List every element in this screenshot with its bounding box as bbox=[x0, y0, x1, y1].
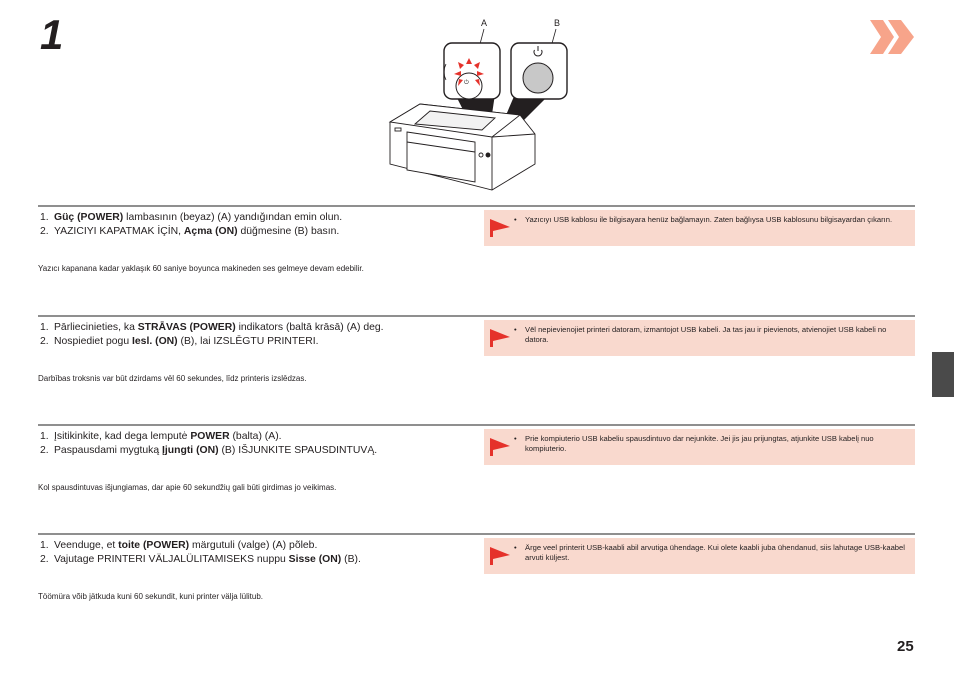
step-1: 1. Pārliecinieties, ka STRĀVAS (POWER) indikators (baltā krāsā) (A) deg. bbox=[40, 322, 384, 333]
step-list bbox=[40, 539, 480, 567]
caution-text: Vēl nepievienojiet printeri datoram, izmantojot USB kabeli. Ja tas jau ir pievienots, atvienojiet USB kabeli no datora. bbox=[525, 325, 887, 344]
section-divider bbox=[38, 315, 915, 317]
caution-box: • Prie kompiuterio USB kabeliu spausdintuvo dar nejunkite. Jei jis jau prijungtas, atjunkite USB kabelį nuo kompiuterio. bbox=[484, 429, 915, 465]
step-number: 1 bbox=[40, 11, 64, 58]
section-divider bbox=[38, 205, 915, 207]
step-1: 1. Veenduge, et toite (POWER) märgutuli (valge) (A) põleb. bbox=[40, 540, 318, 551]
label-b: B bbox=[554, 18, 561, 28]
caution-flag-icon bbox=[490, 219, 510, 237]
label-a: A bbox=[481, 18, 488, 28]
section-estonian bbox=[38, 533, 915, 633]
chapter-tab bbox=[932, 352, 954, 397]
caution-box: • Ärge veel printerit USB-kaabli abil arvutiga ühendage. Kui olete kaabli juba ühendanud, siis lahutage USB-kaabel arvuti küljest. bbox=[484, 538, 915, 574]
svg-text:⏻: ⏻ bbox=[464, 80, 469, 86]
caution-flag-icon bbox=[490, 438, 510, 456]
step-list bbox=[40, 321, 480, 349]
next-page-arrows-icon bbox=[868, 18, 916, 56]
step-1: 1. Güç (POWER) lambasının (beyaz) (A) yandığından emin olun. bbox=[40, 212, 343, 223]
section-turkish bbox=[38, 205, 915, 305]
caution-flag-icon bbox=[490, 547, 510, 565]
printer bbox=[390, 104, 535, 190]
printer-illustration bbox=[385, 14, 585, 196]
caution-box: • Vēl nepievienojiet printeri datoram, izmantojot USB kabeli. Ja tas jau ir pievienots, atvienojiet USB kabeli no datora. bbox=[484, 320, 915, 356]
section-divider bbox=[38, 424, 915, 426]
note-text: Töömüra võib jätkuda kuni 60 sekundit, kuni printer välja lülitub. bbox=[38, 592, 264, 601]
caution-text: Yazıcıyı USB kablosu ile bilgisayara henüz bağlamayın. Zaten bağlıysa USB kablosunu bilgisayardan çıkarın. bbox=[525, 215, 893, 224]
caution-text: Ärge veel printerit USB-kaabli abil arvutiga ühendage. Kui olete kaabli juba ühendanud, siis lahutage USB-kaabel arvuti küljest. bbox=[525, 543, 905, 562]
caution-text: Prie kompiuterio USB kabeliu spausdintuvo dar nejunkite. Jei jis jau prijungtas, atjunkite USB kabelį nuo kompiuterio. bbox=[525, 434, 874, 453]
caution-box: • Yazıcıyı USB kablosu ile bilgisayara henüz bağlamayın. Zaten bağlıysa USB kablosunu bilgisayardan çıkarın. bbox=[484, 210, 915, 246]
section-divider bbox=[38, 533, 915, 535]
section-latvian bbox=[38, 315, 915, 415]
section-lithuanian bbox=[38, 424, 915, 524]
step-1: 1. Įsitikinkite, kad dega lemputė POWER (balta) (A). bbox=[40, 431, 282, 442]
step-list bbox=[40, 430, 480, 458]
note-text: Darbības troksnis var būt dzirdams vēl 60 sekundes, līdz printeris izslēdzas. bbox=[38, 374, 307, 383]
step-2: 2. Nospiediet pogu Iesl. (ON) (B), lai IZSLĒGTU PRINTERI. bbox=[40, 336, 319, 347]
caution-flag-icon bbox=[490, 329, 510, 347]
note-text: Yazıcı kapanana kadar yaklaşık 60 saniye boyunca makineden ses gelmeye devam edebilir. bbox=[38, 264, 364, 273]
page-number: 25 bbox=[897, 638, 914, 655]
step-2: 2. Paspausdami mygtuką Įjungti (ON) (B) IŠJUNKITE SPAUSDINTUVĄ. bbox=[40, 445, 378, 456]
step-2: 2. YAZICIYI KAPATMAK İÇİN, Açma (ON) düğmesine (B) basın. bbox=[40, 226, 340, 237]
step-2: 2. Vajutage PRINTERI VÄLJALÜLITAMISEKS nuppu Sisse (ON) (B). bbox=[40, 554, 361, 565]
note-text: Kol spausdintuvas išjungiamas, dar apie 60 sekundžių gali būti girdimas jo veikimas. bbox=[38, 483, 337, 492]
step-list bbox=[40, 211, 480, 239]
